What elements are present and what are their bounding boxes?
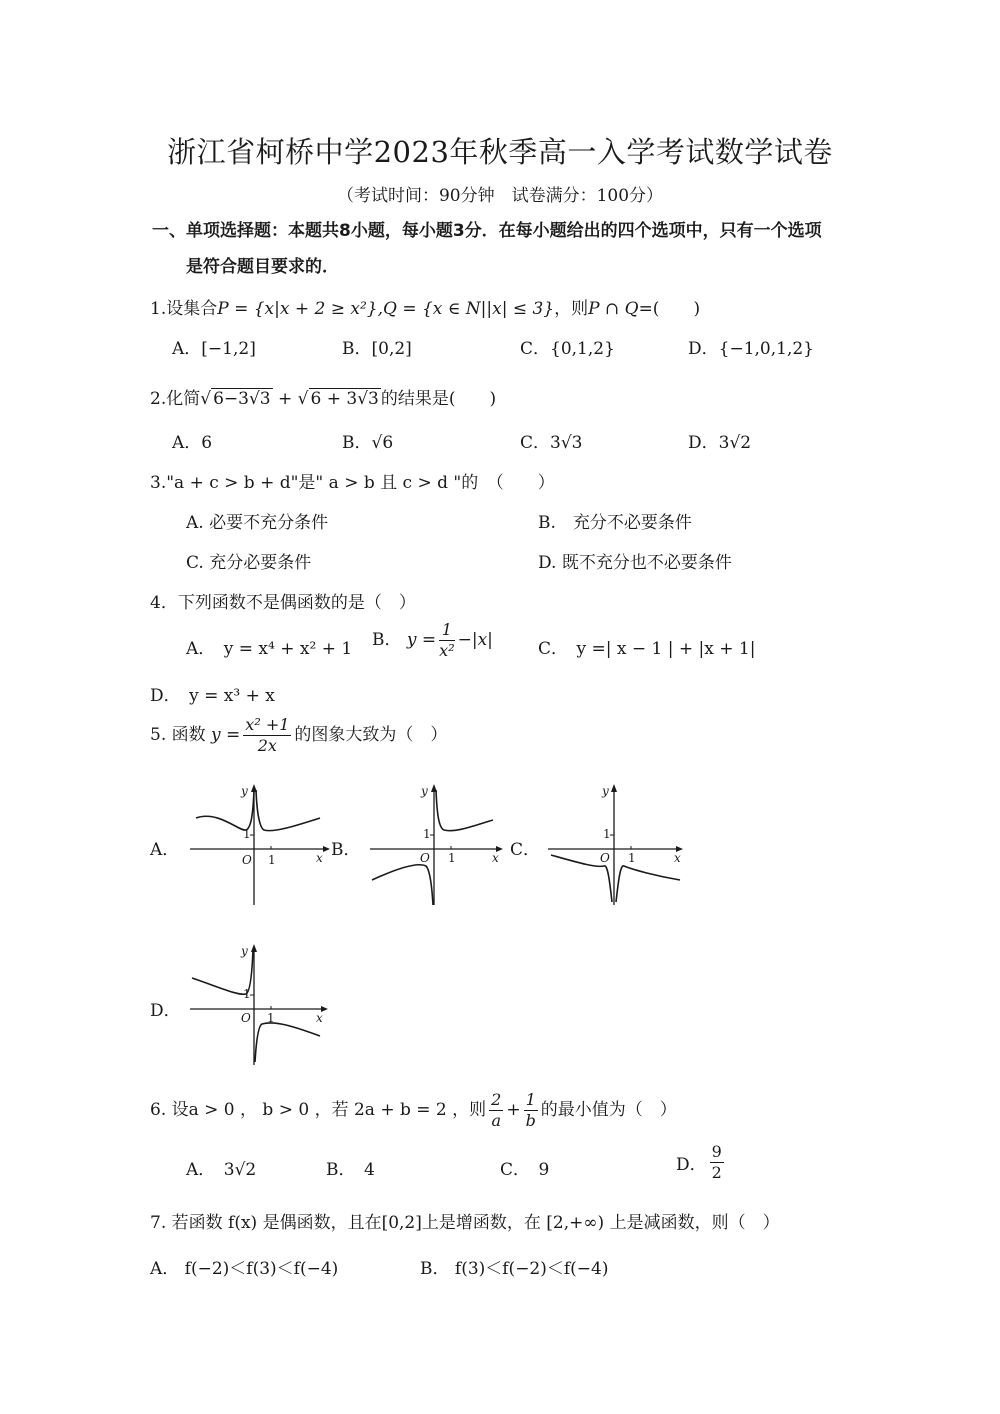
q5-option-a-label[interactable]: A． — [150, 840, 180, 860]
q1-expr: P ∩ Q — [588, 299, 639, 319]
axis-x-label: x — [316, 851, 323, 865]
q6-prefix: 6. 设 — [150, 1100, 189, 1120]
q1-tail: =( ) — [638, 299, 701, 319]
q7-option-a[interactable]: A． f(−2)＜f(3)＜f(−4) — [150, 1259, 339, 1279]
origin-label: O — [241, 1011, 251, 1025]
axis-x-label: x — [316, 1011, 323, 1025]
q6-fraction-1 — [489, 1090, 503, 1131]
fraction-denominator: 2 — [711, 1163, 722, 1182]
q5-option-b-label[interactable]: B． — [331, 840, 361, 860]
q4-option-b-fraction — [439, 620, 454, 661]
question-3: 3."a + c > b + d"是" a > b 且 c > d "的 （ ） — [150, 473, 555, 493]
q3-option-d[interactable]: D. 既不充分也不必要条件 — [538, 553, 732, 573]
tick-x-1: 1 — [628, 851, 636, 865]
q6-condition: a > 0 ， b > 0 ，若 2a + b = 2 ，则 — [188, 1100, 487, 1120]
fraction-denominator: 2x — [257, 736, 277, 755]
q2-prefix: 2.化简 — [150, 389, 201, 409]
axis-y-label: y — [421, 784, 428, 798]
q5-graph-c[interactable] — [546, 780, 691, 910]
q5-prefix: 5. 函数 — [150, 725, 206, 745]
q6-option-d[interactable] — [676, 1142, 727, 1183]
origin-label: O — [600, 851, 610, 865]
q5-y: y = — [211, 725, 241, 745]
question-7: 7. 若函数 f(x) 是偶函数，且在[0,2]上是增函数，在 [2,+∞) 上是减函数，则（ ） — [150, 1213, 780, 1233]
q5-graph-d[interactable] — [188, 940, 338, 1070]
fraction-numerator: 2 — [491, 1090, 502, 1109]
q5-graph-b[interactable] — [368, 780, 508, 910]
q7-option-b[interactable]: B． f(3)＜f(−2)＜f(−4) — [420, 1259, 609, 1279]
tick-y-1: 1 — [603, 827, 611, 841]
fraction-numerator: x² +1 — [245, 715, 290, 734]
q1-option-c[interactable]: C．{0,1,2} — [520, 339, 615, 359]
tick-y-1: 1 — [243, 827, 251, 841]
section-heading: 一、单项选择题：本题共8小题，每小题3分．在每小题给出的四个选项中，只有一个选项 — [152, 221, 822, 241]
q2-option-c[interactable]: C．3√3 — [520, 433, 583, 453]
tick-y-1: 1 — [423, 827, 431, 841]
q2-plus: + — [272, 389, 298, 409]
question-4: 4．下列函数不是偶函数的是（ ） — [150, 593, 416, 613]
q6-option-d-fraction — [710, 1142, 724, 1183]
fraction-numerator: 9 — [711, 1142, 722, 1161]
question-6 — [150, 1090, 677, 1131]
q5-option-c-label[interactable]: C． — [510, 840, 541, 860]
q2-option-d[interactable]: D．3√2 — [688, 433, 752, 453]
fraction-denominator: x² — [439, 641, 455, 660]
axis-x-label: x — [674, 851, 681, 865]
axis-y-label: y — [241, 784, 248, 798]
q4-option-a[interactable]: A． y = x⁴ + x² + 1 — [186, 639, 353, 659]
q6-option-a[interactable]: A． 3√2 — [186, 1160, 257, 1180]
q5-fraction — [243, 715, 291, 756]
q1-set-q: ,Q = {x ∈ N||x| ≤ 3} — [377, 299, 555, 319]
fraction-denominator: b — [525, 1111, 536, 1130]
q4-option-c[interactable]: C． y =| x − 1 | + |x + 1| — [538, 639, 756, 659]
q6-option-b[interactable]: B． 4 — [326, 1160, 375, 1180]
q1-ask: ，则 — [554, 299, 589, 319]
q1-option-b[interactable]: B．[0,2] — [342, 339, 412, 359]
axis-x-label: x — [492, 851, 499, 865]
q2-option-a[interactable]: A．6 — [172, 433, 213, 453]
exam-subtitle: （考试时间：90分钟 试卷满分：100分） — [336, 186, 664, 206]
q2-radical-1: 6−3√3 — [213, 389, 271, 409]
q5-option-d-label[interactable]: D． — [150, 1001, 181, 1021]
q1-prefix: 1.设集合 — [150, 299, 218, 319]
q4-option-b-label: B． — [372, 630, 402, 650]
fraction-numerator: 1 — [439, 620, 454, 641]
q4-option-b-tail: −|x| — [457, 630, 493, 650]
axis-y-label: y — [241, 944, 248, 958]
origin-label: O — [420, 851, 430, 865]
q6-plus: + — [506, 1100, 521, 1120]
q3-option-c[interactable]: C. 充分必要条件 — [186, 553, 312, 573]
tick-x-1: 1 — [268, 853, 276, 867]
fraction-denominator: a — [491, 1111, 502, 1130]
exam-title: 浙江省柯桥中学2023年秋季高一入学考试数学试卷 — [167, 135, 833, 169]
tick-x-1: 1 — [448, 851, 456, 865]
question-2: 2.化简√ 6−3√3 + √ 6 + 3√3 的结果是( ) — [150, 389, 497, 409]
tick-x-1: 1 — [267, 1011, 275, 1025]
q2-option-b[interactable]: B．√6 — [342, 433, 394, 453]
question-1 — [150, 294, 700, 319]
q4-option-d[interactable]: D． y = x³ + x — [150, 686, 275, 706]
question-5 — [150, 715, 447, 756]
origin-label: O — [242, 853, 252, 867]
tick-y-1: 1 — [243, 987, 251, 1001]
q1-option-a[interactable]: A．[−1,2] — [172, 339, 256, 359]
q2-tail: 的结果是( ) — [380, 389, 497, 409]
q6-option-c[interactable]: C． 9 — [500, 1160, 550, 1180]
q6-fraction-2 — [524, 1090, 538, 1131]
q1-set-p: P = {x|x + 2 ≥ x²} — [217, 299, 378, 319]
q3-option-b[interactable]: B. 充分不必要条件 — [538, 513, 692, 533]
q4-option-b[interactable] — [372, 620, 493, 661]
section-heading-cont: 是符合题目要求的． — [186, 257, 339, 277]
q6-option-d-label: D． — [676, 1155, 707, 1175]
axis-y-label: y — [602, 784, 609, 798]
q5-graph-a[interactable] — [188, 780, 338, 910]
q6-tail: 的最小值为（ ） — [540, 1100, 677, 1120]
q2-radical-2: 6 + 3√3 — [310, 389, 379, 409]
q4-option-b-y: y = — [406, 630, 437, 650]
q5-tail: 的图象大致为（ ） — [294, 725, 448, 745]
fraction-numerator: 1 — [525, 1090, 536, 1109]
q1-option-d[interactable]: D．{−1,0,1,2} — [688, 339, 814, 359]
q3-option-a[interactable]: A. 必要不充分条件 — [186, 513, 329, 533]
